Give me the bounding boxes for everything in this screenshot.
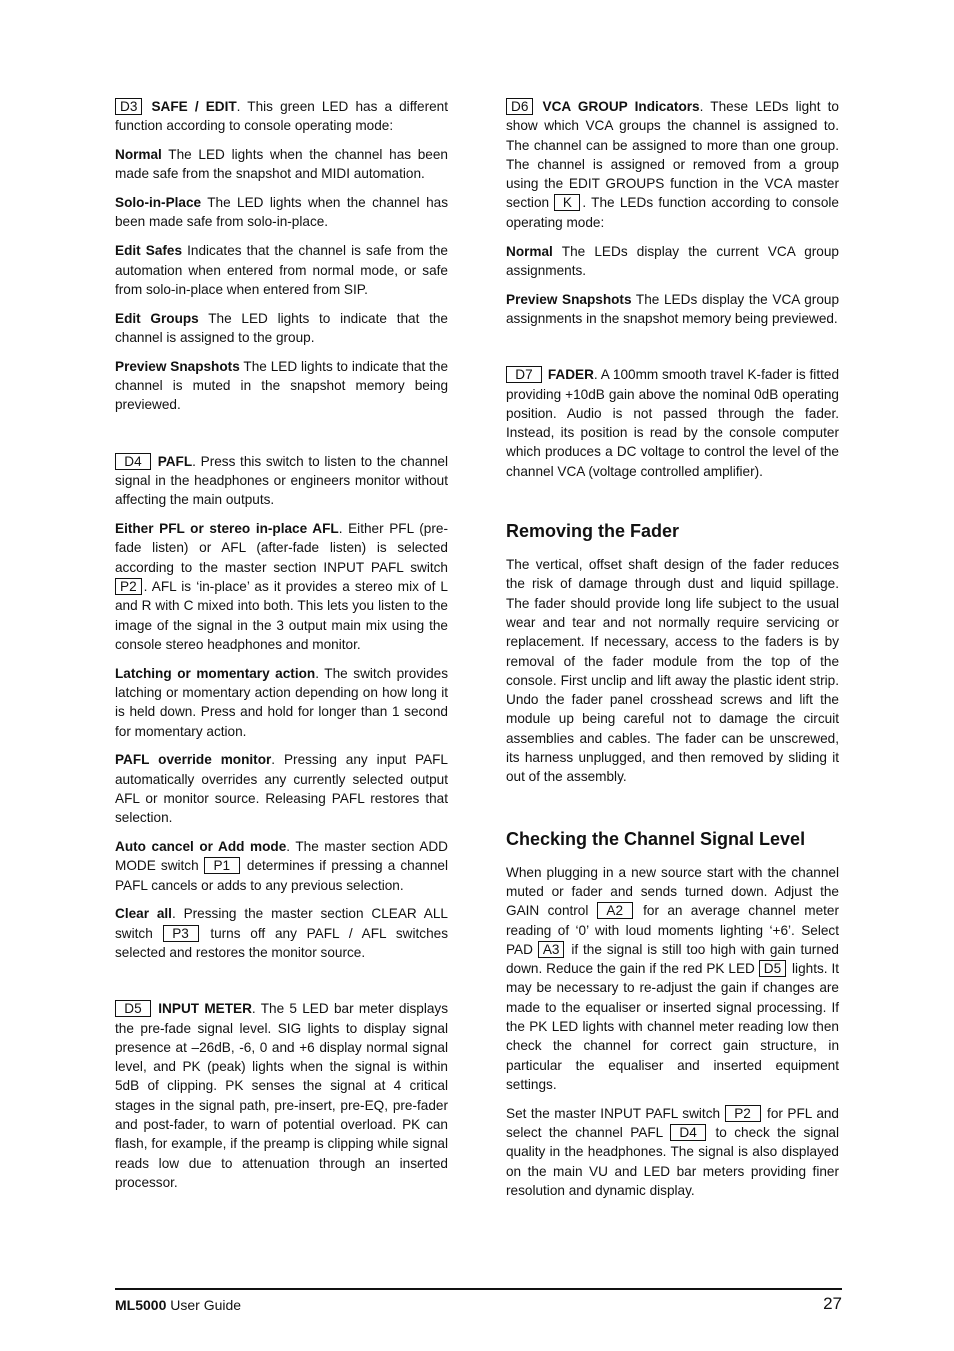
page-number: 27 <box>823 1294 842 1313</box>
ref-d5-check: D5 <box>759 960 786 977</box>
d5-paragraph: D5 INPUT METER. The 5 LED bar meter displays the pre-fade signal level. SIG lights to display signal presence at –26dB, -6, 0 and +6 display normal signal level, and PK (peak) lights when the signal is within 5dB of clipping. PK senses the signal at 4 critical stages in the signal path, pre-insert, pre-EQ, pre-fader and post-fader, to warn of potential overload. PK can flash, for example, if the preamp is clipping while signal reads low due to attenuation through an inserted processor. <box>115 1001 449 1190</box>
auto-cancel-paragraph: Auto cancel or Add mode. The master section ADD MODE switch P1 determines if pressing a channel PAFL cancels or adds to any previous selection. <box>115 839 448 893</box>
normal-paragraph: Normal The LED lights when the channel has been made safe from the snapshot and MIDI automation. <box>115 147 448 182</box>
checking-paragraph-2: Set the master INPUT PAFL switch P2 for PFL and select the channel PAFL D4 to check the signal quality in the headphones. The signal is also displayed on the main VU and LED bar meters providing finer resolution and dynamic display. <box>506 1105 839 1198</box>
ref-d4-check: D4 <box>670 1124 706 1141</box>
d7-paragraph: D7 FADER. A 100mm smooth travel K-fader is fitted providing +10dB gain above the nominal 0dB operating position. Audio is not passed through the fader. Instead, its position is read by the console computer which produces a DC voltage to control the level of the channel VCA (voltage controlled amplifier). <box>506 367 840 479</box>
removing-fader-heading: Removing the Fader <box>506 521 680 542</box>
ref-d4: D4 <box>115 453 151 470</box>
either-pfl-paragraph: Either PFL or stereo in-place AFL. Either PFL (pre-fade listen) or AFL (after-fade listen) is selected according to the master section INPUT PAFL switch P2 . AFL is ‘in-place’ as it provides a stereo mix of L and R with C mixed into both. This lets you listen to the image of the signal in the 3 output main mix using the console stereo headphones and monitor. <box>115 521 448 652</box>
d3-paragraph: D3 SAFE / EDIT. This green LED has a different function according to console operating mode: <box>115 99 448 134</box>
left-column <box>115 97 448 1202</box>
removing-fader-paragraph: The vertical, offset shaft design of the fader reduces the risk of damage through dust and liquid spillage. The fader should provide long life subject to the usual wear and tear and not normally require servicing or replacement. If necessary, access to the faders is by removal of the fader module from the top of the console. First unclip and lift away the plastic ident strip. Undo the fader panel crosshead screws and lift the module up being careful not to damage the circuit assemblies and cables. The fader can be unscrewed, its harness unplugged, and then removed by sliding it out of the assembly. <box>506 557 839 785</box>
ref-a3: A3 <box>538 941 565 958</box>
ref-p1: P1 <box>204 857 240 874</box>
pafl-override-paragraph: PAFL override monitor. Pressing any input PAFL automatically overrides any currently selected output AFL or monitor source. Releasing PAFL restores that selection. <box>115 752 448 826</box>
ref-d7: D7 <box>506 366 542 383</box>
checking-signal-heading: Checking the Channel Signal Level <box>506 828 806 849</box>
footer-rule <box>115 1288 842 1290</box>
vca-preview-paragraph: Preview Snapshots The LEDs display the VCA group assignments in the snapshot memory being previewed. <box>506 291 840 326</box>
ref-p2: P2 <box>115 578 142 595</box>
d6-title: VCA GROUP Indicators <box>542 99 700 114</box>
sip-paragraph: Solo-in-Place The LED lights when the channel has been made safe from solo-in-place. <box>115 195 448 230</box>
preview-snapshots-paragraph: Preview Snapshots The LED lights to indicate that the channel is muted in the snapshot memory being previewed. <box>115 358 449 413</box>
ref-p2-check: P2 <box>725 1105 761 1122</box>
ref-a2: A2 <box>597 902 633 919</box>
ref-d3: D3 <box>115 98 142 115</box>
ref-k: K <box>554 194 580 211</box>
vca-normal-paragraph: Normal The LEDs display the current VCA group assignments. <box>506 243 839 278</box>
ref-d6: D6 <box>506 98 533 115</box>
ref-p3: P3 <box>163 925 199 942</box>
d3-title: SAFE / EDIT <box>151 99 237 114</box>
checking-paragraph-1: When plugging in a new source start with the channel muted or fader and sends turned down. Adjust the GAIN control A2 for an average channel meter reading of ‘0’ with loud moments lighting ‘+6’. Select PAD A3 if the signal is still too high with gain turned down. Reduce the gain if the red PK LED D5 lights. It may be necessary to re-adjust the gain if changes are made to the equaliser or inserted signal processing. If the PK LED lights with channel meter reading low then check the channel for correct gain structure, in particular the equaliser and inserted equipment settings. <box>506 864 840 1092</box>
d4-title: PAFL <box>157 453 193 469</box>
d4-paragraph: D4 PAFL. Press this switch to listen to the channel signal in the headphones or engineers monitor without affecting the main outputs. <box>115 453 448 508</box>
d5-title: INPUT METER <box>158 1001 252 1017</box>
edit-safes-paragraph: Edit Safes Indicates that the channel is safe from the automation when entered from normal mode, or safe from solo-in-place when entered from SIP. <box>115 243 448 297</box>
footer-guide: User Guide <box>166 1297 242 1313</box>
footer-product: ML5000 <box>115 1297 167 1313</box>
latching-paragraph: Latching or momentary action. The switch provides latching or momentary action depending on how long it is held down. Press and hold for longer than 1 second for momentary action. <box>115 665 448 739</box>
d7-title: FADER <box>547 367 594 383</box>
ref-d5: D5 <box>115 1000 151 1017</box>
right-column <box>506 97 839 1210</box>
d6-paragraph: D6 VCA GROUP Indicators. These LEDs light to show which VCA groups the channel is assigned to. The channel can be assigned to more than one group. The channel is assigned or removed from a group using the EDIT GROUPS function in the VCA master section K . The LEDs function according to console operating mode: <box>506 99 839 230</box>
footer-title <box>115 1297 241 1313</box>
clear-all-paragraph: Clear all. Pressing the master section CLEAR ALL switch P3 turns off any PAFL / AFL switches selected and restores the monitor source. <box>115 906 448 960</box>
edit-groups-paragraph: Edit Groups The LED lights to indicate that the channel is assigned to the group. <box>115 310 448 345</box>
